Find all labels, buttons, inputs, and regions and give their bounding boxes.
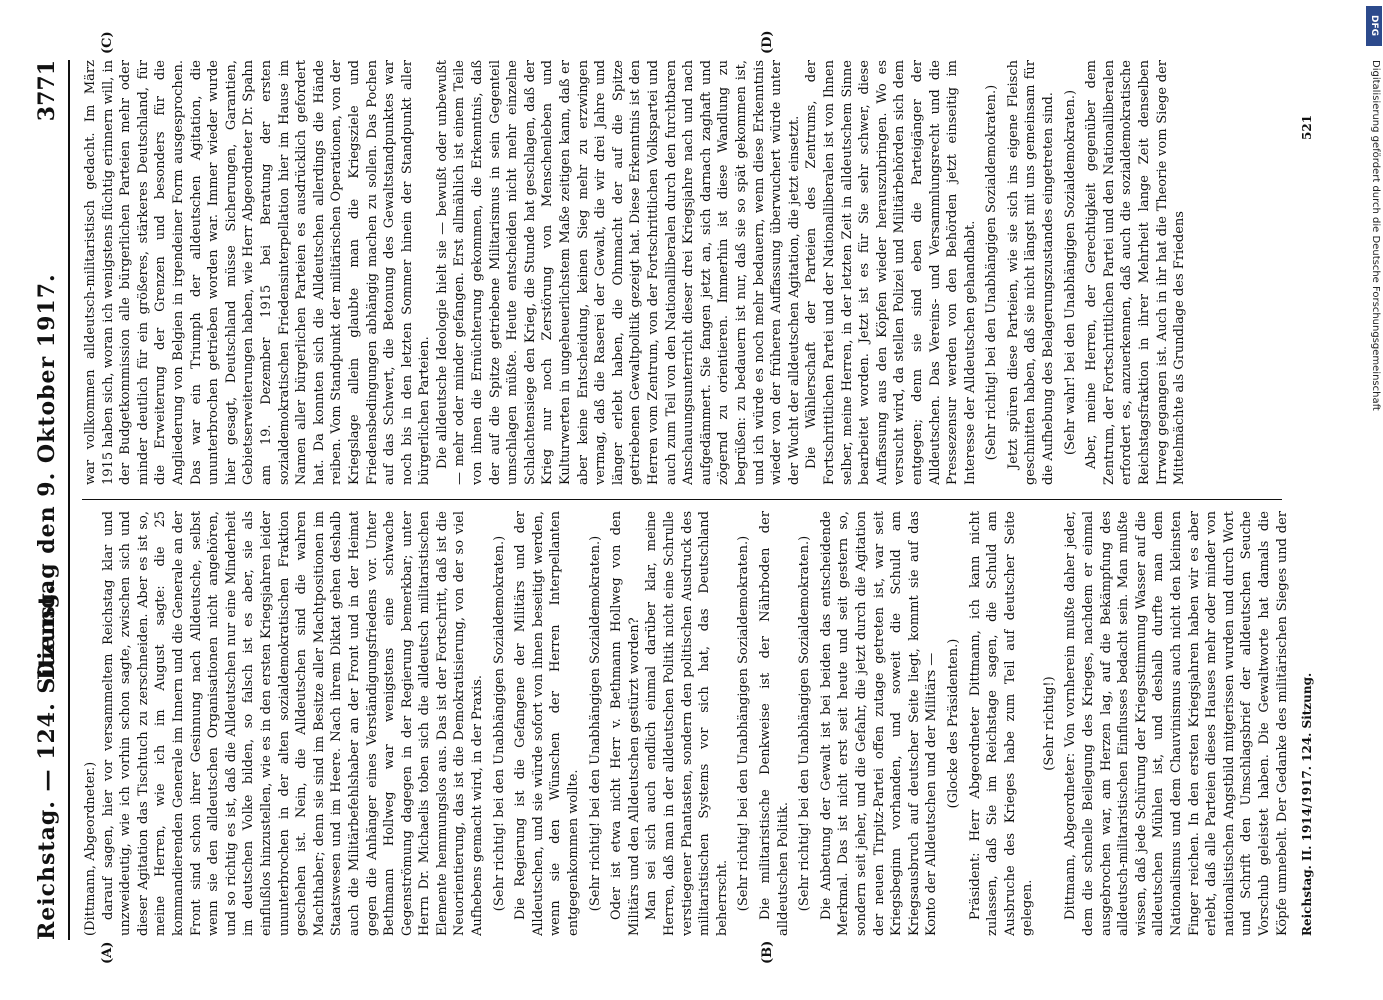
- interjection: (Sehr wahr! bei den Unabhängigen Sozialdemokraten.): [1062, 89, 1078, 456]
- paragraph: Oder ist etwa nicht Herr v. Bethmann Hollweg von den Militärs und den Alldeutschen gestürzt worden?: [609, 511, 642, 936]
- paragraph: Man sei sich auch endlich einmal darüber klar, meine Herren, daß man in der alldeutschen Politik nicht eine Schrulle verstiegener Phantasten, sondern den politischen Ausdruck des militaristischen Systems vor sich hat, das Deutschland beherrscht.: [644, 511, 730, 936]
- margin-marker-a: (A): [100, 941, 115, 964]
- dfg-credit-text: Digitalisierung gefördert durch die Deutsche Forschungsgemeinschaft: [1370, 60, 1381, 411]
- footer-signature: 521: [1300, 114, 1314, 140]
- dfg-logo-icon: DFG: [1366, 6, 1382, 46]
- margin-marker-b: (B): [760, 940, 775, 964]
- margin-marker-d: (D): [760, 30, 775, 54]
- paragraph: Aber, meine Herren, der Gerechtigkeit gegenüber dem Zentrum, der Fortschrittlichen Partei und den Nationalliberalen erfordert es, anzuerkennen, daß auch die sozialdemokratische Reichstagsfraktion in ihrer Mehrheit lange Zeit denselben Irrweg gegangen ist. Auch in ihr hat die Theorie vom Siege der Mittelmächte als Grundlage des Friedens: [1084, 60, 1188, 485]
- interjection: (Sehr richtig! bei den Unabhängigen Sozialdemokraten.): [491, 535, 507, 912]
- paragraph: darauf sagen, hier vor versammeltem Reichstag klar und unzweideutig, wie ich vorhin schon sagte, zwischen sich und dieser Agitation das Tischtuch zu zerschneiden. Aber es ist so, meine Herren, wie ich im August sagte: die 25 kommandierenden Generale im Innern und die Generale an der Front sind schon ihrer Gesinnung nach Alldeutsche, selbst wenn sie den alldeutschen Organisationen nicht angehören, und so richtig es ist, daß die Alldeutschen nur eine Minderheit im deutschen Volke bilden, so falsch ist es aber, sie als einflußlos hinzustellen, wie es in den ersten Kriegsjahren leider ununterbrochen in der alten sozialdemokratischen Fraktion geschehen ist. Nein, die Alldeutschen sind die wahren Machthaber; denn sie sind im Besitze aller Machtpositionen im Staatswesen und im Heere. Nach ihrem Diktat gehen deshalb auch die Militärbefehlshaber an der Front und in der Heimat gegen die Anhänger eines Verständigungsfriedens vor. Unter Bethmann Hollweg war wenigstens eine schwache Gegenströmung dagegen in der Regierung bemerkbar; unter Herrn Dr. Michaelis toben sich die alldeutsch militaristischen Elemente hemmungslos aus. Das ist der Fortschritt, daß ist die Neuorientierung, das ist die Demokratisierung, von der so viel Aufhebens gemacht wird, in der Praxis.: [100, 511, 486, 936]
- interjection: (Sehr richtig! bei den Unabhängigen Sozialdemokraten.): [736, 535, 752, 912]
- paragraph: Die Regierung ist die Gefangene der Militärs und der Alldeutschen, und sie würde sofort von ihnen beseitigt werden, wenn sie den Wünschen der Herren Interpellanten entgegenkommen wollte.: [513, 511, 582, 936]
- interjection: (Sehr richtig! bei den Unabhängigen Sozialdemokraten.): [984, 84, 1000, 461]
- page-header: [28, 60, 70, 940]
- interjection: (Sehr richtig!): [1041, 676, 1057, 771]
- paragraph: (Dittmann, Abgeordneter.): [83, 761, 98, 936]
- margin-marker-c: (C): [100, 31, 115, 54]
- right-column: [82, 60, 1292, 485]
- page-number: 3771: [34, 60, 60, 122]
- interjection: (Sehr richtig! bei den Unabhängigen Sozialdemokraten.): [797, 535, 813, 912]
- paragraph: war vollkommen alldeutsch-militaristisch gedacht. Im März 1915 haben sich, woran ich wenigstens flüchtig erinnern will, in der Budgetkommission alle bürgerlichen Parteien mehr oder minder deutlich für ein größeres, stärkeres Deutschland, für die Erweiterung der Grenzen und besonders für die Angliederung von Belgien in irgendeiner Form ausgesprochen. Das war ein Triumph der alldeutschen Agitation, die ununterbrochen getrieben worden war. Immer wieder wurde hier gesagt, Deutschland müsse Sicherungen, Garantien, Gebietserweiterungen haben, wie Herr Abgeordneter Dr. Spahn am 19. Dezember 1915 bei Beratung der ersten sozialdemokratischen Friedensinterpellation hier im Hause im Namen aller bürgerlichen Parteien es ausdrücklich gefordert hat. Da konnten sich die Alldeutschen allerdings die Hände reiben. Vom Standpunkt der militärischen Operationen, von der Kriegslage allein glaubte man die Kriegsziele und Friedensbedingungen abhängig machen zu sollen. Das Pochen auf das Schwert, die Betonung des Gewaltstandpunktes war noch bis in den letzten Sommer hinein der Standpunkt aller bürgerlichen Parteien.: [83, 60, 433, 485]
- paragraph: Die militaristische Denkweise ist der Nährboden der alldeutschen Politik.: [757, 511, 791, 936]
- header-session: Reichstag. — 124. Sitzung.: [34, 583, 60, 940]
- paragraph: Die alldeutsche Ideologie hielt sie — bewußt oder unbewußt — mehr oder minder gefangen. Erst allmählich ist einem Teile von ihnen die Ernüchterung gekommen, die Erkenntnis, daß der auf die Spitze getriebene Militarismus in sein Gegenteil umschlagen müßte. Heute entscheiden nicht mehr einzelne Schlachtensiege den Krieg, die Stunde hat geschlagen, daß der Krieg nur noch Zerstörung von Menschenleben und Kulturwerten in ungeheuerlichstem Maße zeitigen kann, daß er aber keine Entscheidung, keinen Sieg mehr zu erzwingen vermag, daß die Raserei der Gewalt, die wir drei Jahre und länger erlebt haben, die Ohnmacht der auf die Spitze getriebenen Gewaltpolitik gezeigt hat. Diese Erkenntnis ist den Herren vom Zentrum, von der Fortschrittlichen Volkspartei und auch zum Teil von den Nationalliberalen durch den furchtbaren Anschauungsunterricht dieser drei Kriegsjahre nach und nach aufgedämmert. Sie fangen jetzt an, sich darnach zaghaft und zögernd zu orientieren. Immerhin ist diese Wandlung zu begrüßen: zu bedauern ist nur, daß sie so spät gekommen ist, und ich würde es noch mehr bedauern, wenn diese Erkenntnis wieder von der früheren Auffassung überwuchert würde unter der Wucht der alldeutschen Agitation, die jetzt einsetzt.: [434, 60, 802, 485]
- paragraph: Die Anbetung der Gewalt ist bei beiden das entscheidende Merkmal. Das ist nicht erst seit heute und seit gestern so, sondern seit jeher, und die Gefahr, die jetzt durch die Agitation der neuen Tirpitz-Partei offen zutage getreten ist, war seit Kriegsbeginn vorhanden, und soweit die Schuld am Kriegsausbruch auf deutscher Seite liegt, kommt sie auf das Konto der Alldeutschen und der Militärs —: [818, 511, 940, 936]
- interjection: (Sehr richtig! bei den Unabhängigen Sozialdemokraten.): [587, 535, 603, 912]
- header-date: Dienstag den 9. Oktober 1917.: [34, 273, 60, 680]
- paragraph: Präsident: Herr Abgeordneter Dittmann, ich kann nicht zulassen, daß Sie im Reichstage sagen, die Schuld am Ausbruche des Krieges habe zum Teil auf deutscher Seite gelegen.: [967, 511, 1036, 936]
- left-column: [82, 511, 1292, 936]
- paragraph: Jetzt spüren diese Parteien, wie sie sich ins eigene Fleisch geschnitten haben, daß sie nicht längst mit uns gemeinsam für die Aufhebung des Belagerungszustandes eingetreten sind.: [1005, 60, 1057, 485]
- paragraph: Die Wählerschaft der Parteien des Zentrums, der Fortschrittlichen Partei und der Nationalliberalen ist von Ihnen selber, meine Herren, in der letzten Zeit in alldeutschem Sinne bearbeitet worden. Jetzt ist es für Sie sehr schwer, diese Auffassung aus den Köpfen wieder herauszubringen. Wo es versucht wird, da stellen Polizei und Militärbehörden sich dem entgegen; denn sie sind eben die Parteigänger der Alldeutschen. Das Vereins- und Versammlungsrecht und die Pressezensur werden von den Behörden jetzt einseitig im Interesse der Alldeutschen gehandhabt.: [804, 60, 978, 485]
- dfg-credit-strip: [1365, 0, 1383, 1000]
- column-divider: [82, 499, 1282, 500]
- paragraph: Dittmann, Abgeordneter: Von vornherein mußte daher jeder, dem die schnelle Beilegung des Krieges, nachdem er einmal ausgebrochen war, am Herzen lag, auf die Bekämpfung des alldeutsch-militaristischen Einflusses bedacht sein. Man mußte wissen, daß jede Schürung der Kriegsstimmung Wasser auf die alldeutschen Mühlen ist, und deshalb durfte man dem Nationalismus und dem Chauvinismus auch nicht den kleinsten Finger reichen. In den ersten Kriegsjahren haben wir es aber erlebt, daß alle Parteien dieses Hauses mehr oder minder von nationalistischen Angstbild mitgerissen wurden und durch Wort und Schrift den Umschlagsbrief der alldeutschen Seuche Vorschub geleistet haben. Die Gewaltworte hat damals die Köpfe umnebelt. Der Gedanke des militärischen Sieges und der: [1063, 511, 1290, 936]
- interjection: (Glocke des Präsidenten.): [945, 638, 961, 809]
- footer-reference: Reichstag. II. 1914/1917. 124. Sitzung.: [1300, 672, 1314, 936]
